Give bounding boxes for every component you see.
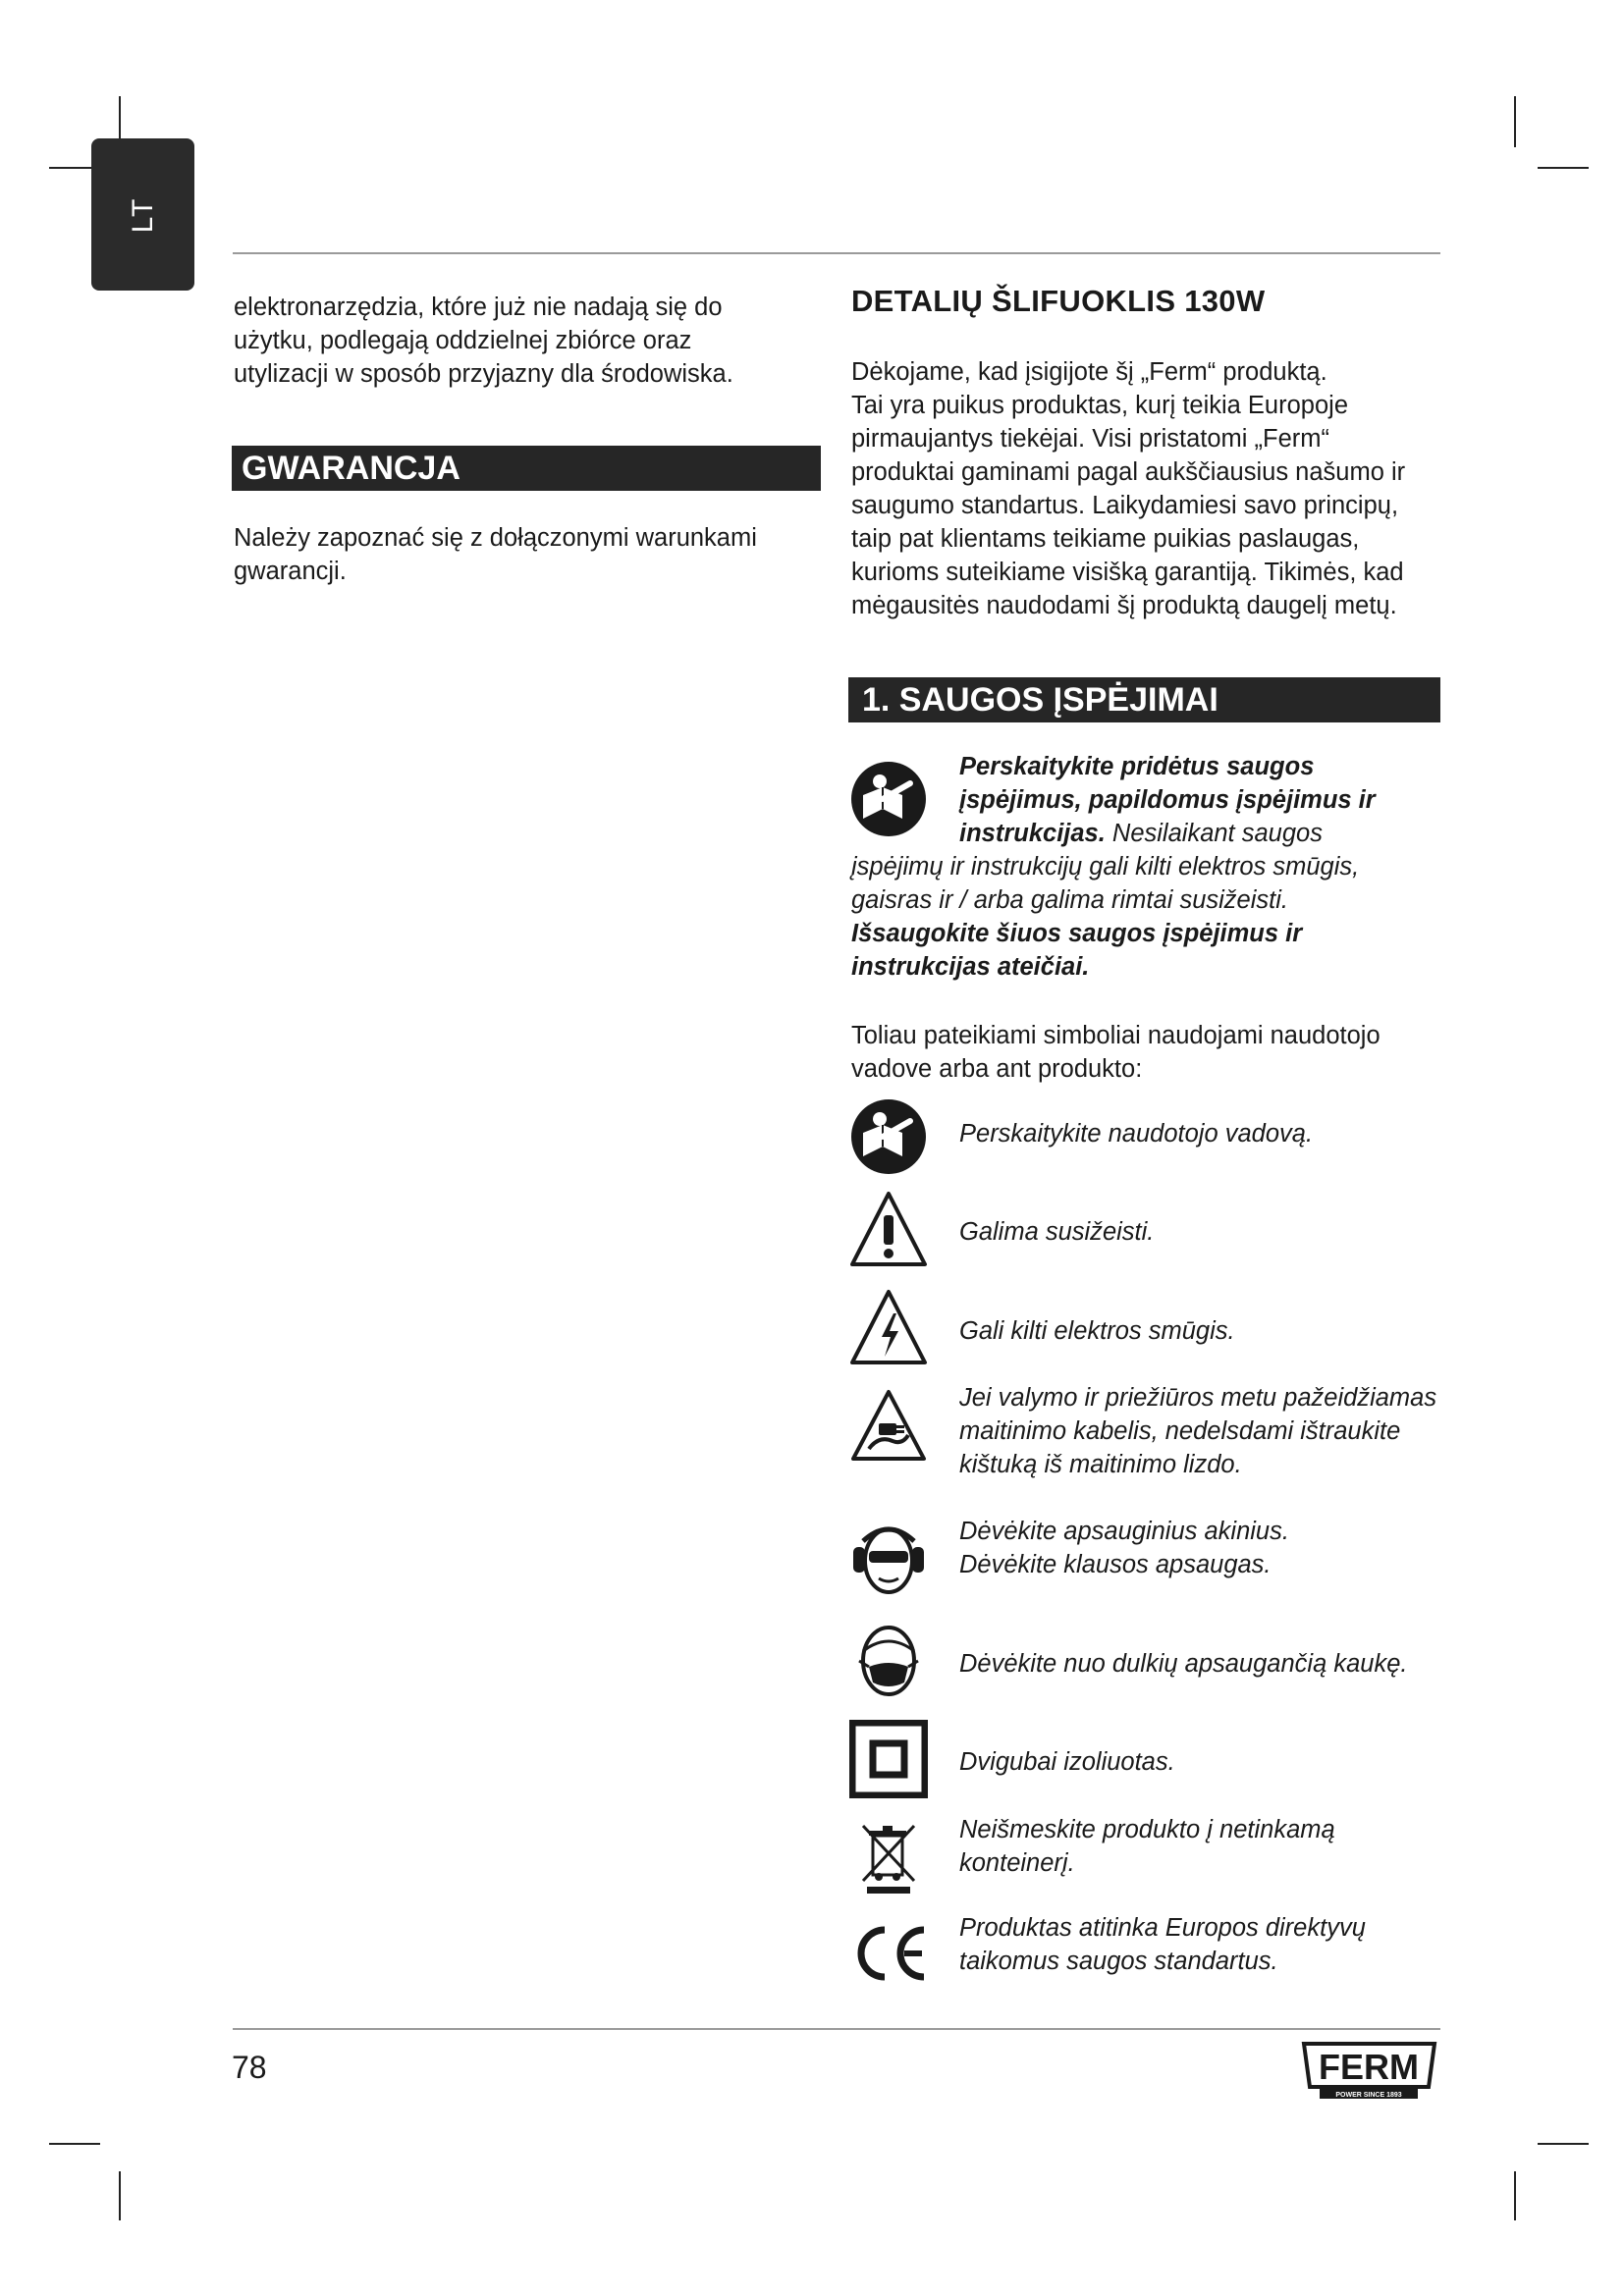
intro-line: produktai gaminami pagal aukščiausius našumo ir <box>851 458 1406 486</box>
crop-mark <box>1514 96 1516 147</box>
intro-line: kurioms suteikiame visišką garantiją. Tikimės, kad <box>851 559 1404 586</box>
warning-line: Išsaugokite šiuos saugos įspėjimus ir <box>851 920 1303 947</box>
symbol-caption: konteinerį. <box>959 1849 1075 1877</box>
crop-mark <box>1514 2171 1516 2220</box>
read-manual-icon <box>849 760 928 838</box>
electric-shock-icon <box>849 1288 928 1366</box>
product-title: DETALIŲ ŠLIFUOKLIS 130W <box>851 284 1266 318</box>
goggles-earmuffs-icon <box>849 1520 928 1598</box>
unplug-cable-icon <box>849 1386 928 1465</box>
warning-line: įspėjimų ir instrukcijų gali kilti elektros smūgis, <box>851 853 1360 881</box>
warning-triangle-icon <box>849 1190 928 1268</box>
section-heading-text: 1. SAUGOS ĮSPĖJIMAI <box>862 681 1218 719</box>
logo-tagline: POWER SINCE 1893 <box>1335 2092 1402 2099</box>
symbol-caption: Dvigubai izoliuotas. <box>959 1748 1175 1776</box>
warning-line: įspėjimus, papildomus įspėjimus ir <box>959 786 1376 814</box>
crop-mark <box>1538 167 1589 169</box>
intro-line: Tai yra puikus produktas, kurį teikia Europoje <box>851 392 1349 419</box>
crop-mark <box>49 2143 100 2145</box>
symbol-caption: Perskaitykite naudotojo vadovą. <box>959 1120 1314 1148</box>
dust-mask-icon <box>849 1622 928 1700</box>
symbol-caption: kištuką iš maitinimo lizdo. <box>959 1451 1242 1478</box>
left-intro-line: użytku, podlegają oddzielnej zbiórce oraz <box>234 327 692 354</box>
symbol-caption: maitinimo kabelis, nedelsdami ištraukite <box>959 1417 1401 1445</box>
warning-line: instrukcijas. Nesilaikant saugos <box>959 820 1323 847</box>
warranty-text-line: Należy zapoznać się z dołączonymi warunkami <box>234 524 757 552</box>
footer-rule <box>233 2028 1440 2030</box>
language-tab <box>91 138 194 291</box>
symbols-intro-line: Toliau pateikiami simboliai naudojami naudotojo <box>851 1022 1380 1049</box>
intro-line: saugumo standartus. Laikydamiesi savo principų, <box>851 492 1399 519</box>
page-number: 78 <box>232 2050 267 2085</box>
symbol-caption: Neišmeskite produkto į netinkamą <box>959 1816 1335 1843</box>
crop-mark <box>119 2171 121 2220</box>
logo-text: FERM <box>1319 2047 1419 2087</box>
intro-line: Dėkojame, kad įsigijote šį „Ferm“ produktą. <box>851 358 1327 386</box>
intro-line: taip pat klientams teikiame puikias paslaugas, <box>851 525 1360 553</box>
double-insulation-icon <box>849 1720 928 1798</box>
symbol-caption: Dėvėkite klausos apsaugas. <box>959 1551 1272 1578</box>
warranty-text-line: gwarancji. <box>234 558 347 585</box>
symbol-caption: Gali kilti elektros smūgis. <box>959 1317 1235 1345</box>
intro-line: pirmaujantys tiekėjai. Visi pristatomi „Ferm“ <box>851 425 1329 453</box>
symbol-caption: Produktas atitinka Europos direktyvų <box>959 1914 1366 1942</box>
warning-line: gaisras ir / arba galima rimtai susižeisti. <box>851 886 1288 914</box>
left-intro-line: utylizacji w sposób przyjazny dla środowiska. <box>234 360 733 388</box>
crop-mark <box>1538 2143 1589 2145</box>
symbol-caption: Galima susižeisti. <box>959 1218 1155 1246</box>
symbol-caption: taikomus saugos standartus. <box>959 1948 1278 1975</box>
read-manual-icon <box>849 1097 928 1176</box>
warranty-heading <box>232 446 821 491</box>
warranty-heading-text: GWARANCJA <box>242 450 460 487</box>
symbol-caption: Jei valymo ir priežiūros metu pažeidžiamas <box>959 1384 1437 1412</box>
ce-mark-icon <box>849 1916 928 1995</box>
weee-bin-icon <box>849 1818 928 1896</box>
warning-line: Perskaitykite pridėtus saugos <box>959 753 1315 780</box>
header-rule <box>233 252 1440 254</box>
symbols-intro-line: vadove arba ant produkto: <box>851 1055 1143 1083</box>
symbol-caption: Dėvėkite apsauginius akinius. <box>959 1518 1289 1545</box>
ferm-logo <box>1298 2040 1440 2101</box>
intro-line: mėgausitės naudodami šį produktą daugelį metų. <box>851 592 1397 619</box>
section-heading <box>848 677 1440 722</box>
language-code: LT <box>126 196 159 233</box>
left-intro-line: elektronarzędzia, które już nie nadają się do <box>234 294 723 321</box>
warning-line: instrukcijas ateičiai. <box>851 953 1090 981</box>
symbol-caption: Dėvėkite nuo dulkių apsaugančią kaukę. <box>959 1650 1408 1678</box>
